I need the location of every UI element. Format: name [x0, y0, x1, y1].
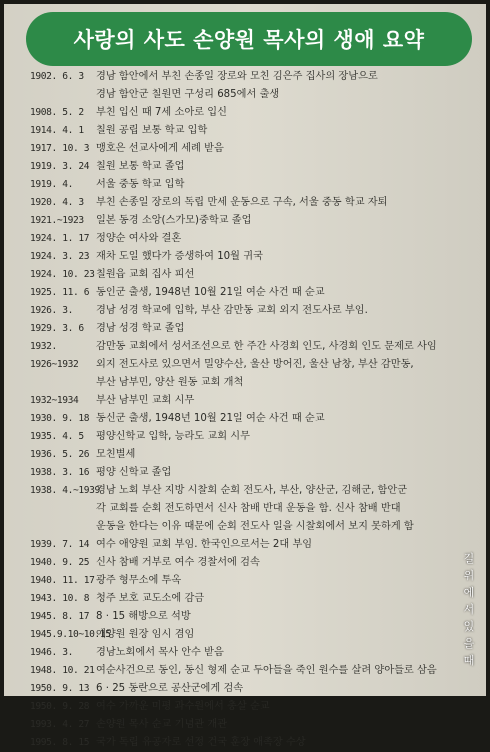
timeline-date: 1924. 3. 23 — [30, 251, 90, 262]
timeline-date: 1945. 8. 17 — [30, 611, 90, 622]
timeline-row — [4, 626, 486, 644]
timeline-row — [4, 122, 486, 140]
timeline-row — [4, 68, 486, 86]
watermark-char: 있 — [463, 620, 475, 633]
timeline-row — [4, 284, 486, 302]
timeline-text: 부친 입신 때 7세 소아로 입신 — [96, 107, 227, 118]
timeline-row — [4, 680, 486, 698]
timeline-row — [4, 590, 486, 608]
timeline-row — [4, 338, 486, 356]
timeline-text: 칠원 공립 보통 학교 입학 — [96, 125, 208, 136]
timeline-text: 정양순 여사와 결혼 — [96, 233, 182, 244]
timeline-row — [4, 608, 486, 626]
timeline-row — [4, 356, 486, 374]
timeline-row — [4, 320, 486, 338]
timeline-text: 각 교회를 순회 전도하면서 신사 참배 반대 운동을 함. 신사 참배 반대 — [96, 503, 401, 514]
timeline-text: 감만동 교회에서 성서조선으로 한 주간 사경회 인도, 사경회 인도 문제로 사임 — [96, 341, 437, 352]
timeline-row — [4, 518, 486, 536]
timeline-row — [4, 248, 486, 266]
timeline-date: 1935. 4. 5 — [30, 431, 84, 442]
timeline-text: 경남 함안에서 부친 손종일 장로와 모친 김은주 집사의 장남으로 — [96, 71, 378, 82]
timeline-text: 서울 중동 학교 입학 — [96, 179, 185, 190]
timeline-date: 1926. 3. — [30, 305, 74, 316]
watermark-char: 을 — [463, 637, 475, 650]
timeline-row — [4, 230, 486, 248]
timeline-row — [4, 734, 486, 752]
page-title: 사랑의 사도 손양원 목사의 생애 요약 — [73, 28, 425, 52]
timeline-text: 경남 노회 부산 지방 시찰회 순회 전도사, 부산, 양산군, 김해군, 함안군 — [96, 485, 408, 496]
timeline-date: 1924. 10. 23 — [30, 269, 95, 280]
timeline-text: 여순사건으로 동인, 동신 형제 순교 두아들을 죽인 원수를 살려 양아들로 삼음 — [96, 665, 437, 676]
timeline-date: 1993. 4. 27 — [30, 719, 90, 730]
timeline-text: 애양원 원장 임시 겸임 — [96, 629, 195, 640]
timeline-row — [4, 446, 486, 464]
timeline-row — [4, 698, 486, 716]
timeline-date: 1920. 4. 3 — [30, 197, 84, 208]
timeline-row — [4, 104, 486, 122]
timeline-row — [4, 536, 486, 554]
timeline-row — [4, 194, 486, 212]
timeline-text: 부친 손종일 장로의 독립 만세 운동으로 구속, 서울 중동 학교 자퇴 — [96, 197, 388, 208]
timeline-date: 1902. 6. 3 — [30, 71, 84, 82]
timeline-date: 1908. 5. 2 — [30, 107, 84, 118]
timeline-row — [4, 716, 486, 734]
timeline-date: 1925. 11. 6 — [30, 287, 90, 298]
timeline-text: 칠원 보통 학교 졸업 — [96, 161, 185, 172]
timeline-text: 경남 성경 학교 졸업 — [96, 323, 185, 334]
timeline-text: 운동을 한다는 이유 때문에 순회 전도사 일을 시찰회에서 보지 못하게 함 — [96, 521, 414, 532]
memorial-plaque — [4, 4, 486, 748]
timeline-date: 1995. 8. 15 — [30, 737, 90, 748]
timeline-text: 칠원읍 교회 집사 피선 — [96, 269, 195, 280]
timeline-row — [4, 644, 486, 662]
timeline-row — [4, 410, 486, 428]
timeline-row — [4, 86, 486, 104]
timeline-date: 1914. 4. 1 — [30, 125, 84, 136]
timeline-date: 1919. 4. — [30, 179, 74, 190]
timeline-date: 1943. 10. 8 — [30, 593, 90, 604]
timeline-row — [4, 140, 486, 158]
timeline-text: 여수 애양원 교회 부임. 한국인으로서는 2대 부임 — [96, 539, 313, 550]
timeline-date: 1950. 9. 28 — [30, 701, 90, 712]
timeline-date: 1921.~1923 — [30, 215, 84, 226]
timeline-text: 6 · 25 동란으로 공산군에게 검속 — [96, 683, 244, 694]
timeline-text: 동인군 출생, 1948년 10월 21일 여순 사건 때 순교 — [96, 287, 325, 298]
timeline-row — [4, 554, 486, 572]
watermark-char: 때 — [463, 654, 475, 667]
timeline-text: 모친별세 — [96, 449, 136, 460]
timeline-row — [4, 266, 486, 284]
timeline-date: 1945.9.10~10.15 — [30, 629, 111, 640]
timeline-date: 1917. 10. 3 — [30, 143, 90, 154]
timeline-date: 1929. 3. 6 — [30, 323, 84, 334]
timeline-date: 1938. 4.~1939 — [30, 485, 100, 496]
timeline-text: 경남 성경 학교에 입학, 부산 감만동 교회 외지 전도사로 부임. — [96, 305, 368, 316]
timeline-text: 동신군 출생, 1948년 10월 21일 여순 사건 때 순교 — [96, 413, 325, 424]
watermark-char: 위 — [463, 569, 475, 582]
timeline-date: 1939. 7. 14 — [30, 539, 90, 550]
timeline-date: 1932~1934 — [30, 395, 79, 406]
timeline-date: 1930. 9. 18 — [30, 413, 90, 424]
timeline-row — [4, 464, 486, 482]
timeline-row — [4, 302, 486, 320]
timeline-text: 신사 참배 거부로 여수 경찰서에 검속 — [96, 557, 260, 568]
timeline-date: 1946. 3. — [30, 647, 74, 658]
timeline-text: 재차 도일 했다가 증생하여 10월 귀국 — [96, 251, 263, 262]
timeline-row — [4, 482, 486, 500]
timeline-text: 8 · 15 해방으로 석방 — [96, 611, 191, 622]
timeline-text: 청주 보호 교도소에 감금 — [96, 593, 205, 604]
watermark-char: 길 — [463, 552, 475, 565]
timeline-text: 평양신학교 입학, 능라도 교회 시무 — [96, 431, 250, 442]
timeline-text: 경남노회에서 목사 안수 받음 — [96, 647, 224, 658]
timeline-text: 외지 전도사로 있으면서 밀양수산, 울산 방어진, 울산 남창, 부산 감만동, — [96, 359, 414, 370]
timeline-date: 1932. — [30, 341, 57, 352]
timeline-date: 1926~1932 — [30, 359, 79, 370]
timeline-row — [4, 662, 486, 680]
timeline-date: 1948. 10. 21 — [30, 665, 95, 676]
timeline-text: 맹호은 선교사에게 세례 받음 — [96, 143, 224, 154]
watermark-char: 에 — [463, 586, 475, 599]
timeline-date: 1919. 3. 24 — [30, 161, 90, 172]
timeline-text: 부산 남부민 교회 시무 — [96, 395, 195, 406]
timeline-text: 부산 남부민, 양산 원동 교회 개척 — [96, 377, 244, 388]
timeline-row — [4, 176, 486, 194]
timeline-text: 국가 독립 유공자로 선정 건국 훈장 애족장 수상 — [96, 737, 306, 748]
timeline-row — [4, 572, 486, 590]
timeline-date: 1940. 9. 25 — [30, 557, 90, 568]
timeline-text: 여수 가까운 미평 과수원에서 총살 순교 — [96, 701, 270, 712]
timeline-date: 1950. 9. 13 — [30, 683, 90, 694]
timeline-date: 1936. 5. 26 — [30, 449, 90, 460]
timeline-date: 1924. 1. 17 — [30, 233, 90, 244]
timeline-text: 경남 함안군 칠원면 구성리 685에서 출생 — [96, 89, 280, 100]
timeline-date: 1940. 11. 17 — [30, 575, 95, 586]
timeline-row — [4, 374, 486, 392]
timeline-row — [4, 500, 486, 518]
watermark-caption — [462, 552, 476, 671]
timeline-text: 평양 신학교 졸업 — [96, 467, 172, 478]
watermark-char: 서 — [463, 603, 475, 616]
timeline-text: 손양원 목사 순교 기념관 개관 — [96, 719, 228, 730]
title-banner — [26, 12, 472, 66]
timeline-row — [4, 158, 486, 176]
timeline-row — [4, 212, 486, 230]
timeline-date: 1938. 3. 16 — [30, 467, 90, 478]
timeline-text: 일본 동경 소앙(스가모)중학교 졸업 — [96, 215, 252, 226]
timeline-list — [4, 68, 486, 752]
timeline-row — [4, 392, 486, 410]
timeline-text: 광주 형무소에 투옥 — [96, 575, 182, 586]
timeline-row — [4, 428, 486, 446]
